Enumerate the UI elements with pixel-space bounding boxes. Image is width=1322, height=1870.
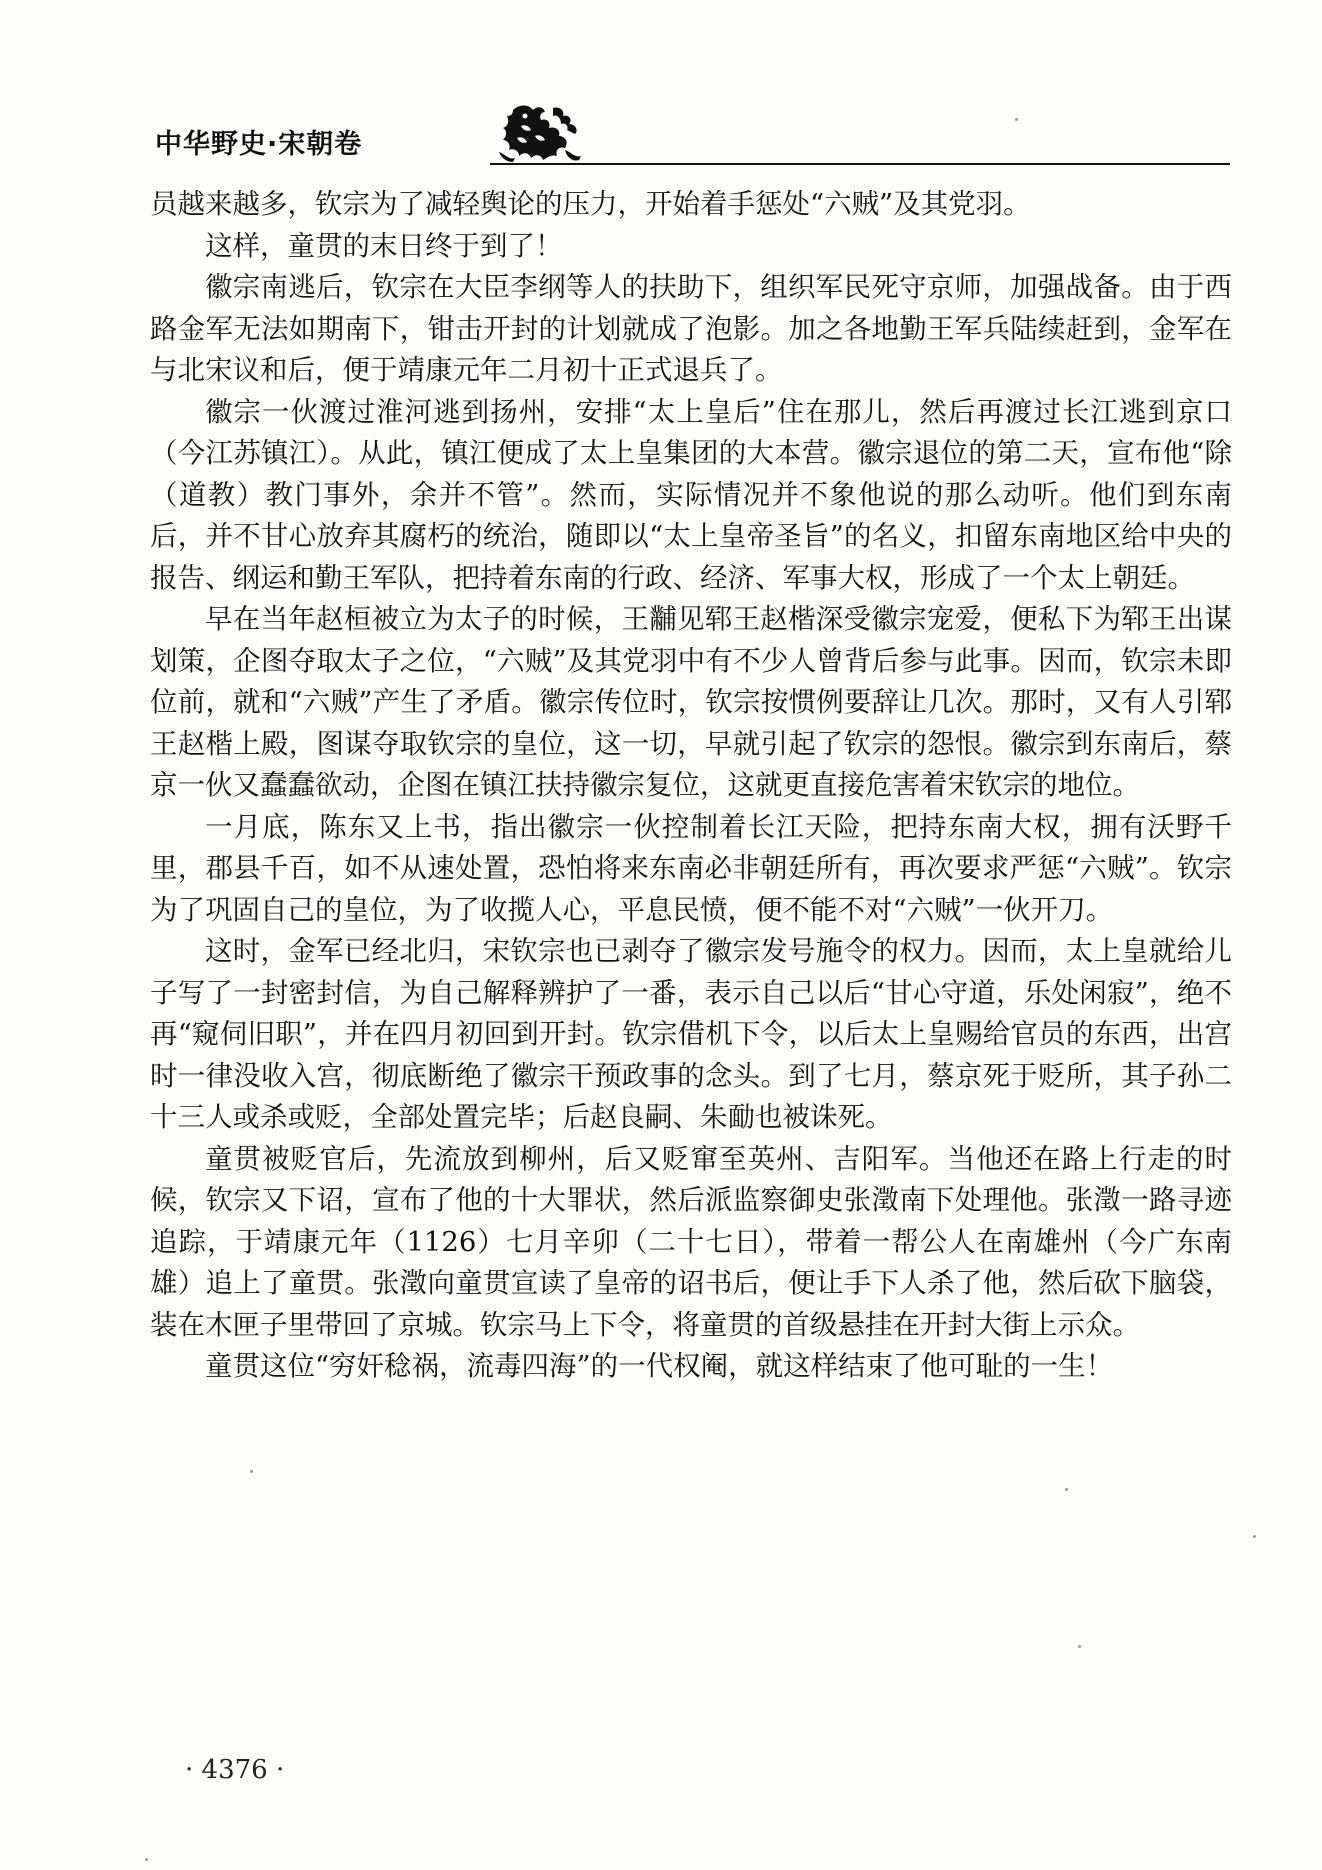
paragraph: 一月底，陈东又上书，指出徽宗一伙控制着长江天险，把持东南大权，拥有沃野千里，郡县千百，如不从速处置，恐怕将来东南必非朝廷所有，再次要求严惩“六贼”。钦宗为了巩固自己的皇位，为了收揽人心，平息民愤，便不能不对“六贼”一伙开刀。 [150,810,1232,926]
scan-speck [145,1858,148,1861]
paragraph: 徽宗一伙渡过淮河逃到扬州，安排“太上皇后”住在那儿，然后再渡过长江逃到京口（今江苏镇江）。从此，镇江便成了太上皇集团的大本营。徽宗退位的第二天，宣布他“除（道教）教门事外，余并不管”。然而，实际情况并不象他说的那么动听。他们到东南后，并不甘心放弃其腐朽的统治，随即以“太上皇帝圣旨”的名义，扣留东南地区给中央的报告、纲运和勤王军队，把持着东南的行政、经济、军事大权，形成了一个太上朝廷。 [150,395,1232,594]
scan-speck [1015,118,1018,121]
body-text [150,184,1232,1388]
scan-speck [1065,1488,1068,1491]
running-header [155,110,1230,170]
paragraph: 童贯这位“穷奸稔祸，流毒四海”的一代权阉，就这样结束了他可耻的一生！ [205,1350,1114,1382]
paragraph: 员越来越多，钦宗为了减轻舆论的压力，开始着手惩处“六贼”及其党羽。 [150,188,1031,220]
scan-speck [1253,1535,1256,1538]
paragraph: 早在当年赵桓被立为太子的时候，王黼见郓王赵楷深受徽宗宠爱，便私下为郓王出谋划策，企图夺取太子之位，“六贼”及其党羽中有不少人曾背后参与此事。因而，钦宗未即位前，就和“六贼”产生了矛盾。徽宗传位时，钦宗按惯例要辞让几次。那时，又有人引郓王赵楷上殿，图谋夺取钦宗的皇位，这一切，早就引起了钦宗的怨恨。徽宗到东南后，蔡京一伙又蠢蠢欲动，企图在镇江扶持徽宗复位，这就更直接危害着宋钦宗的地位。 [150,603,1232,801]
book-title: 中华野史·宋朝卷 [155,129,363,160]
scan-speck [250,1470,253,1473]
scan-speck [1078,1645,1081,1648]
page-number: · 4376 · [185,1755,285,1785]
dragon-icon [495,102,585,164]
paragraph: 童贯被贬官后，先流放到柳州，后又贬窜至英州、吉阳军。当他还在路上行走的时候，钦宗又下诏，宣布了他的十大罪状，然后派监察御史张澂南下处理他。张澂一路寻迹追踪，于靖康元年（1126）七月辛卯（二十七日），带着一帮公人在南雄州（今广东南雄）追上了童贯。张澂向童贯宣读了皇帝的诏书后，便让手下人杀了他，然后砍下脑袋，装在木匣子里带回了京城。钦宗马上下令，将童贯的首级悬挂在开封大街上示众。 [150,1142,1232,1341]
paragraph: 这时，金军已经北归，宋钦宗也已剥夺了徽宗发号施令的权力。因而，太上皇就给儿子写了一封密封信，为自己解释辨护了一番，表示自己以后“甘心守道，乐处闲寂”，绝不再“窥伺旧职”，并在四月初回到开封。钦宗借机下令，以后太上皇赐给官员的东西，出宫时一律没收入宫，彻底断绝了徽宗干预政事的念头。到了七月，蔡京死于贬所，其子孙二十三人或杀或贬，全部处置完毕；后赵良嗣、朱勔也被诛死。 [150,935,1232,1133]
header-rule [490,163,1230,165]
paragraph: 这样，童贯的末日终于到了！ [205,229,563,262]
paragraph: 徽宗南逃后，钦宗在大臣李纲等人的扶助下，组织军民死守京师，加强战备。由于西路金军无法如期南下，钳击开封的计划就成了泡影。加之各地勤王军兵陆续赶到，金军在与北宋议和后，便于靖康元年二月初十正式退兵了。 [150,271,1232,386]
